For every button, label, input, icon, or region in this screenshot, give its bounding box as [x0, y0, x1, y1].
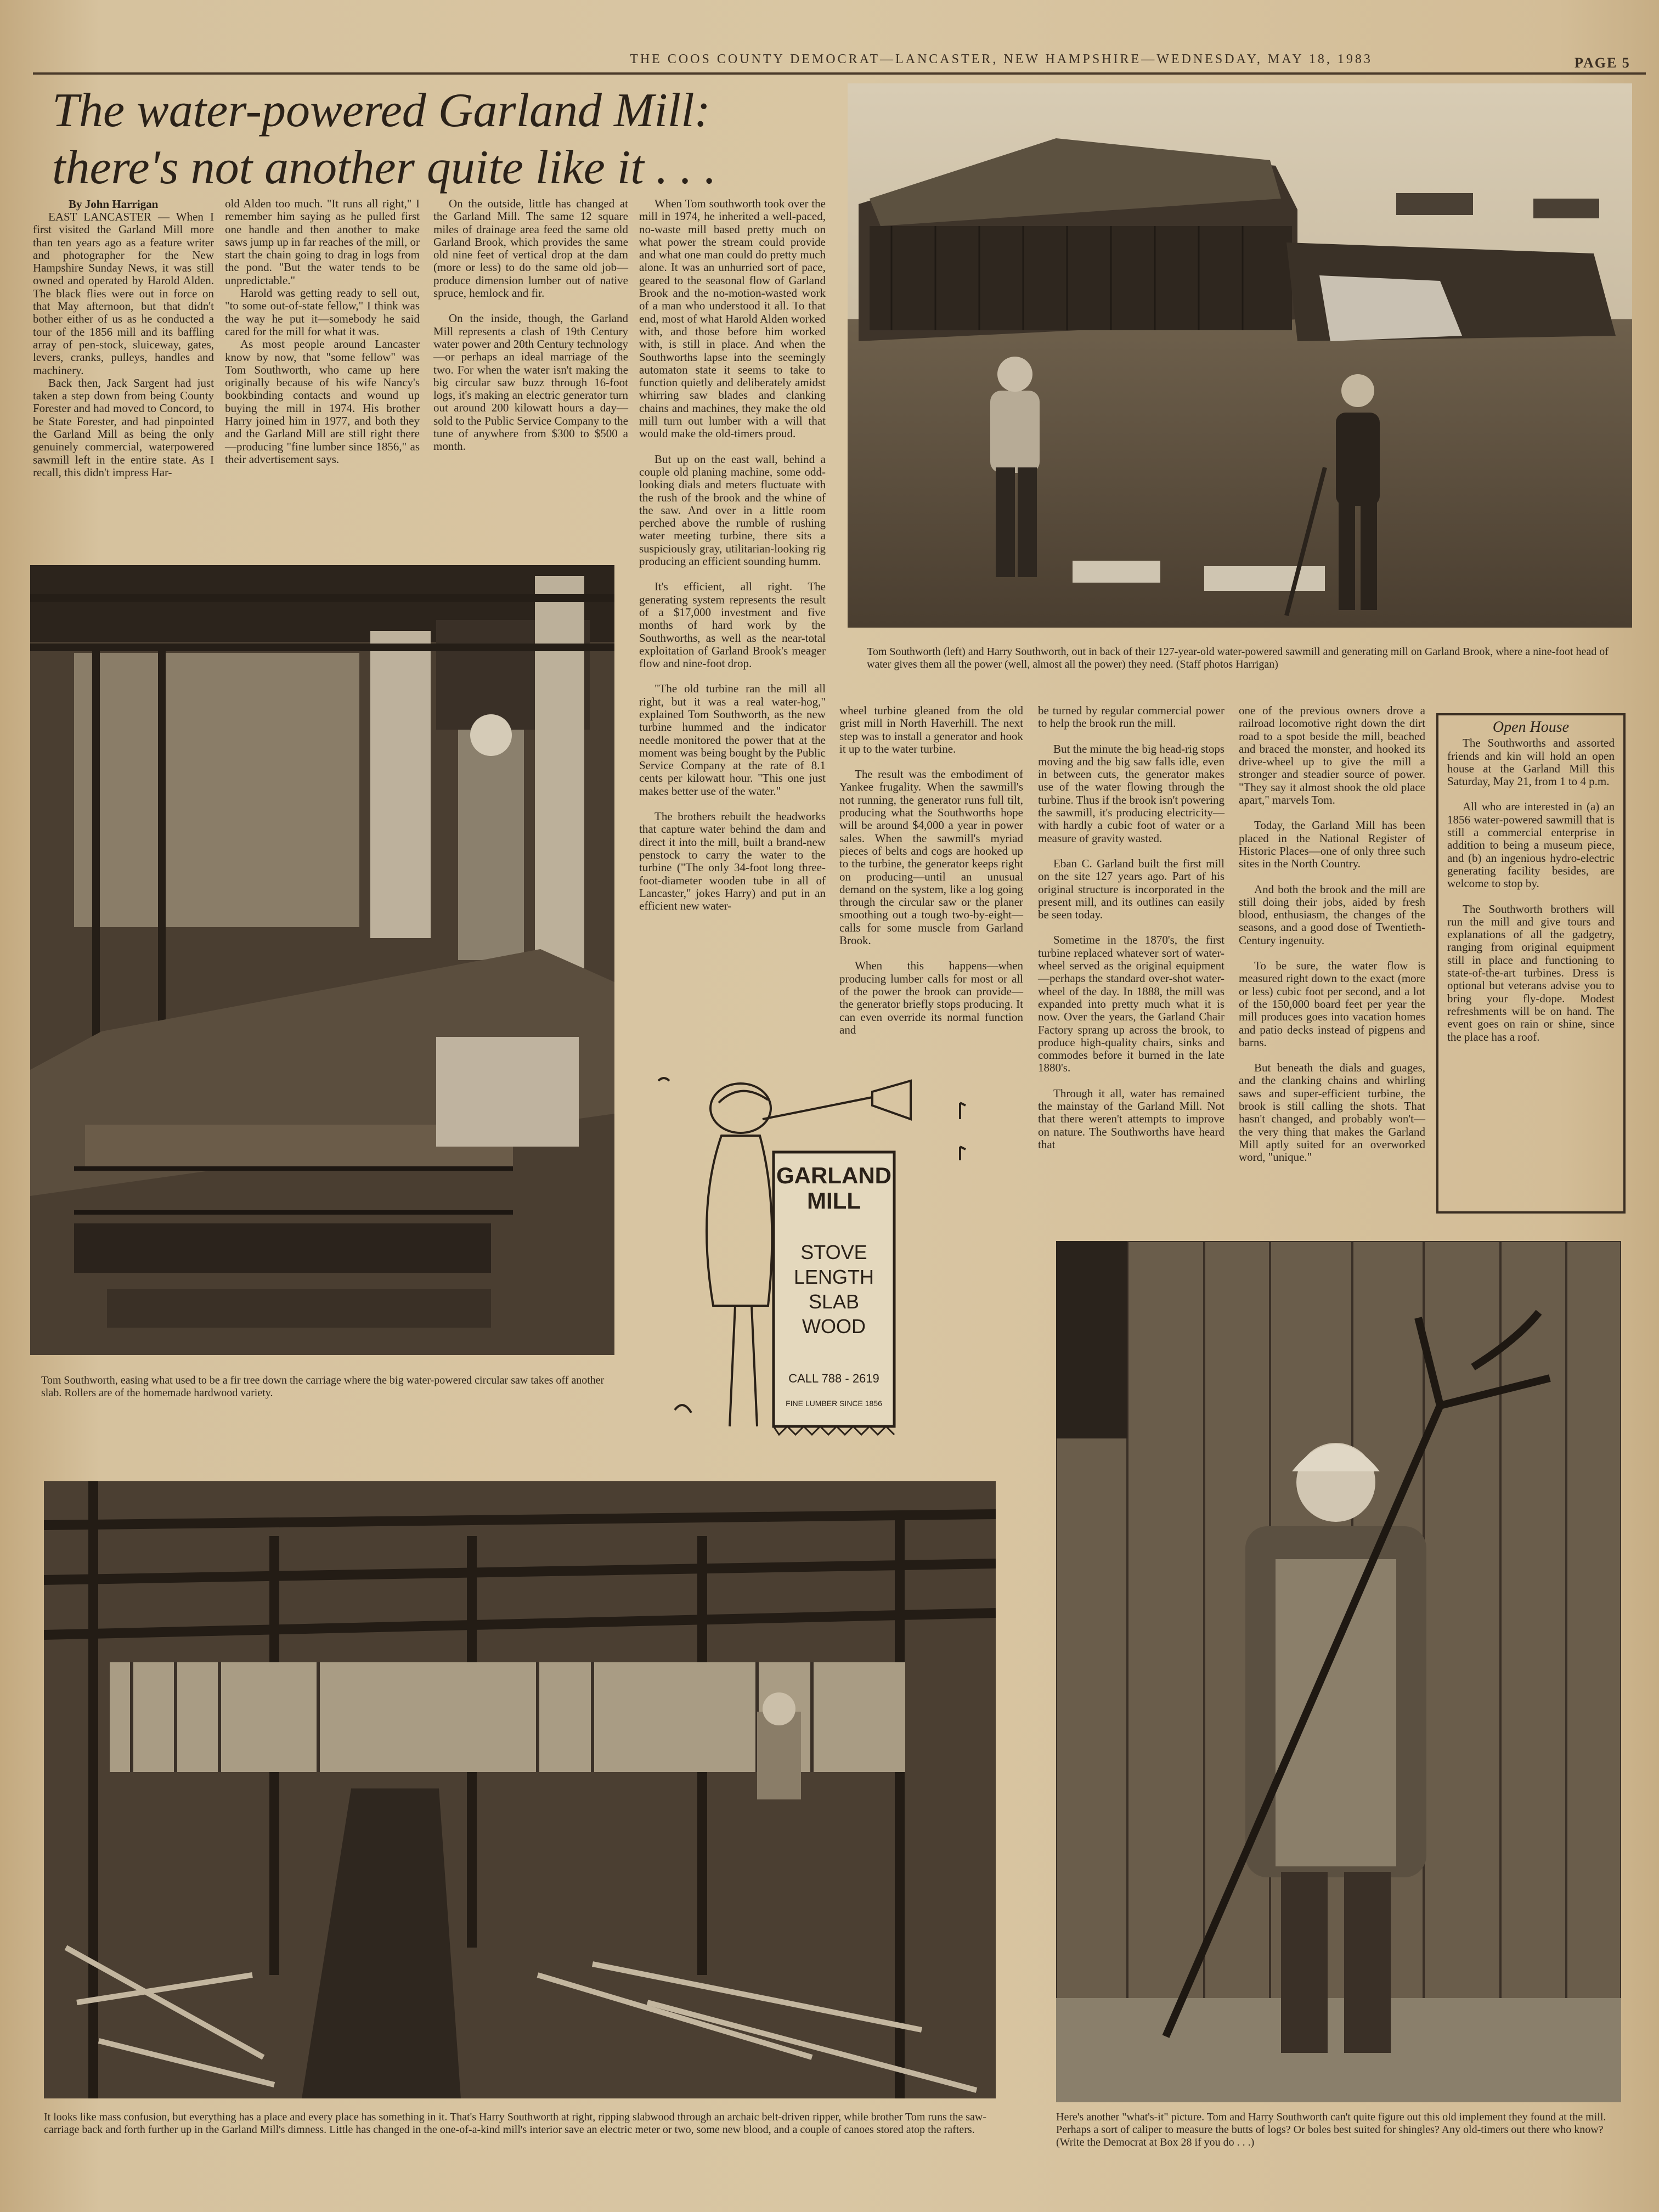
- paragraph: "The old turbine ran the mill all right, but it was a real water-hog," explained Tom Southworth, as the new turbine hummed and the indicator needle monitored the power that at the moment was being bought by the Public Service Company at the rate of 8.1 cents per kilowatt hour. "This one just makes better use of the water.": [639, 682, 826, 798]
- ad-product-line: LENGTH: [793, 1266, 874, 1288]
- caption-middle-left-photo: Tom Southworth, easing what used to be a fir tree down the carriage where the big water-powered circular saw takes off another slab. Rollers are of the homemade hardwood variety.: [41, 1374, 605, 1399]
- photo-old-implement: [1056, 1241, 1621, 2102]
- paragraph: Today, the Garland Mill has been placed in the National Register of Historic Places—one of only three such sites in the North Country.: [1239, 819, 1425, 871]
- paragraph: But up on the east wall, behind a couple old planing machine, some odd-looking dials and meters fluctuate with the rush of the brook and the whine of the saw. And over in a little room perched above the rumble of rushing water meeting turbine, there sits a suspiciously gray, utilitarian-looking rig producing an efficient sounding humm.: [639, 452, 826, 568]
- photo-image: [30, 565, 614, 1355]
- page-number: PAGE 5: [1575, 55, 1630, 71]
- ad-title-line-1: GARLAND: [776, 1163, 891, 1188]
- paragraph: be turned by regular commercial power to help the brook run the mill.: [1038, 704, 1224, 730]
- paragraph: The Southworths and assorted friends and kin will hold an open house at the Garland Mill this Saturday, May 21, from 1 to 4 p.m.: [1447, 736, 1615, 788]
- caption-top-right-photo: Tom Southworth (left) and Harry Southworth, out in back of their 127-year-old water-powered sawmill and generating mill on Garland Brook, where a nine-foot head of water gives them all the power (well, almost all the power) they need. (Staff photos Harrigan): [867, 646, 1609, 670]
- photo-mill-interior: [44, 1481, 996, 2098]
- paragraph: wheel turbine gleaned from the old grist mill in North Haverhill. The next step was to install a generator and hook it up to the water turbine.: [839, 704, 1023, 755]
- paragraph: When this happens—when producing lumber calls for most or all of the power the brook can provide—the generator briefly stops producing. It can even override its normal function and: [839, 959, 1023, 1036]
- article-column-3: [433, 198, 628, 453]
- paragraph: Harold was getting ready to sell out, "to some out-of-state fellow," I think was the way he put it—somebody he said cared for the mill for what it was.: [225, 286, 420, 338]
- article-column-6: [1038, 704, 1224, 1151]
- ad-product-line: STOVE: [800, 1241, 867, 1263]
- article-column-5: [839, 704, 1023, 1036]
- open-house-box: [1436, 713, 1626, 1214]
- photo-image: [1056, 1241, 1621, 2102]
- masthead: THE COOS COUNTY DEMOCRAT—LANCASTER, NEW HAMPSHIRE—WEDNESDAY, MAY 18, 1983: [630, 52, 1373, 66]
- paragraph: Eban C. Garland built the first mill on the site 127 years ago. Part of his original structure is incorporated in the present mill, and its outlines can easily be seen today.: [1038, 856, 1224, 922]
- paragraph: The brothers rebuilt the headworks that capture water behind the dam and direct it into the mill, built a brand-new penstock to carry the water to the turbine ("The only 34-foot long three-foot-diameter wooden tube in all of Lancaster," jokes Harry) and put in an efficient new water-: [639, 810, 826, 913]
- ad-product-line: SLAB: [808, 1290, 860, 1313]
- photo-brothers-outside-mill: [848, 83, 1632, 628]
- paragraph: The Southworth brothers will run the mill and give tours and explanations of all the gadgetry, ranging from original equipment still in place and functioning to state-of-the-art turbines. Dress is optional but veterans advise you to bring your fly-dope. Modest refreshments will be on hand. The event goes on rain or shine, since the place has a roof.: [1447, 902, 1615, 1043]
- open-house-title: Open House: [1492, 719, 1570, 736]
- paragraph: EAST LANCASTER — When I first visited the Garland Mill more than ten years ago as a feature writer and photographer for the New Hampshire Sunday News, it was still owned and operated by Harold Alden. The black flies were out in force on that May afternoon, but that didn't bother either of us as he conducted a tour of the 1856 mill and its baffling array of pen-stock, sluiceway, gates, levers, cranks, pulleys, handles and machinery.: [33, 210, 214, 377]
- caption-bottom-right-photo: Here's another "what's-it" picture. Tom and Harry Southworth can't quite figure out this old implement they found at the mill. Perhaps a sort of caliper to measure the butts of logs? Or boles best suited for shingles? Any old-timers out there who know? (Write the Democrat at Box 28 if you do . . .): [1056, 2111, 1606, 2148]
- paragraph: On the inside, though, the Garland Mill represents a clash of 19th Century water power and 20th Century technology—or perhaps an ideal marriage of the two. For when the water isn't making the big circular saw buzz through 16-foot logs, it's making an electric generator turn out around 200 kilowatt hours a day—sold to the Public Service Company to the tune of anywhere from $300 to $500 a month.: [433, 312, 628, 453]
- paragraph: But beneath the dials and guages, and the clanking chains and whirling saws and super-efficient turbine, the brook is still calling the shots. That hasn't changed, and probably won't—the very thing that makes the Garland Mill aptly suited for an overworked word, "unique.": [1239, 1061, 1425, 1164]
- paragraph: On the outside, little has changed at the Garland Mill. The same 12 square miles of drainage area feed the same old Garland Brook, which provides the same old nine feet of vertical drop at the dam (more or less) to do the same old job—produce dimension lumber out of native spruce, hemlock and fir.: [433, 197, 628, 300]
- byline: By John Harrigan: [69, 198, 159, 211]
- paragraph: To be sure, the water flow is measured right down to the exact (more or less) cubic foot per second, and a lot of the 150,000 board feet per year the mill produces goes into vacation homes and patio decks instead of pigpens and barns.: [1239, 959, 1425, 1049]
- headline-line-1: The water-powered Garland Mill:: [52, 84, 710, 137]
- paragraph: It's efficient, all right. The generating system represents the result of a $17,000 investment and five months of hard work by the Southworths, as well as the near-total exploitation of Garland Brook's meager flow and nine-foot drop.: [639, 580, 826, 670]
- garland-mill-ad: [653, 1070, 1004, 1470]
- ad-product: [774, 1240, 894, 1339]
- paragraph: Back then, Jack Sargent had just taken a step down from being County Forester and had moved to Concord, to be State Forester, and had pinpointed the Garland Mill as being the only genuinely commercial, waterpowered sawmill left in the entire state. As I recall, this didn't impress Har-: [33, 376, 214, 479]
- headline: [52, 82, 853, 196]
- paragraph: And both the brook and the mill are still doing their jobs, aided by fresh blood, enthusiasm, the changes of the seasons, and a good dose of Twentieth-Century ingenuity.: [1239, 882, 1425, 947]
- ad-title: [774, 1163, 894, 1214]
- caption-bottom-left-photo: It looks like mass confusion, but everything has a place and every place has something in it. That's Harry Southworth at right, ripping slabwood through an archaic belt-driven ripper, while brother Tom runs the saw-carriage back and forth further up in the Garland Mill's dimness. Little has changed in the one-of-a-kind mill's interior save an electric meter or two, some new blood, and a couple of canoes stored atop the rafters.: [44, 2111, 987, 2136]
- ad-title-line-2: MILL: [807, 1188, 861, 1214]
- paragraph: All who are interested in (a) an 1856 water-powered sawmill that is still a commercial enterprise in addition to being a museum piece, and (b) an ingenious hydro-electric generating facility besides, are welcome to stop by.: [1447, 800, 1615, 890]
- ad-product-line: WOOD: [802, 1315, 866, 1338]
- photo-saw-carriage: [30, 565, 614, 1355]
- photo-image: [848, 83, 1632, 628]
- paragraph: But the minute the big head-rig stops moving and the big saw falls idle, even in between cuts, the generator makes use of the water flowing through the turbine. Thus if the brook isn't powering the sawmill, it's producing electricity—with hardly a cubic foot of water or a measure of gravity wasted.: [1038, 742, 1224, 845]
- photo-image: [44, 1481, 996, 2098]
- paragraph: As most people around Lancaster know by now, that "some fellow" was Tom Southworth, who came up here originally because of his wife Nancy's bookbinding contacts and wound up buying the mill in 1974. His brother Harry joined him in 1977, and both they and the Garland Mill are still right there—producing "fine lumber since 1856," as their advertisement says.: [225, 337, 420, 466]
- paragraph: Sometime in the 1870's, the first turbine replaced whatever sort of water-wheel served as the original equipment—perhaps the standard over-shot water-wheel of the day. In 1888, the mill was expanded into pretty much what it is now. Over the years, the Garland Chair Factory sprang up across the brook, to produce high-quality chairs, sinks and commodes before it burned in the late 1880's.: [1038, 933, 1224, 1075]
- ad-phone: CALL 788 - 2619: [788, 1372, 879, 1385]
- article-column-2: [225, 198, 420, 466]
- headline-line-2: there's not another quite like it . . .: [52, 141, 716, 194]
- article-column-4: [639, 198, 826, 912]
- paragraph: When Tom southworth took over the mill in 1974, he inherited a well-paced, no-waste mill based pretty much on what power the stream could provide and what one man could do pretty much alone. It was an unhurried sort of pace, geared to the seasonal flow of Garland Brook and the no-motion-wasted work of a man who understood it all. To that end, most of what Harold Alden worked with, and those before him worked with, is still in place. And when the Southworths lapse into the seemingly automaton state it seems to take to function quietly and deliberately amidst whirring saw blades and clanking chains and machines, they make the old mill turn out lumber with a will that would make the old-timers proud.: [639, 197, 826, 441]
- ad-tagline: FINE LUMBER SINCE 1856: [786, 1399, 882, 1408]
- paragraph: Through it all, water has remained the mainstay of the Garland Mill. Not that there weren't attempts to improve on nature. The Southworths have heard that: [1038, 1086, 1224, 1151]
- paragraph: The result was the embodiment of Yankee frugality. When the sawmill's not running, the generator runs full tilt, producing what the Southworths hope will be around $4,000 a year in power sales. When the sawmill's myriad pieces of belts and cogs are hooked up to the turbine, the generator keeps right on producing—until an unusual demand on the system, like a log going through the circular saw or the planer smoothing out a tough two-by-eight—calls for some muscle from Garland Brook.: [839, 768, 1023, 947]
- article-column-7: [1239, 704, 1425, 1164]
- masthead-rule: [33, 72, 1646, 75]
- article-column-1: [33, 211, 214, 479]
- paragraph: old Alden too much. "It runs all right," I remember him saying as he pulled first one handle and then another to make saws jump up in far reaches of the mill, or start the chain going to drag in logs from the pond. "But the water tends to be unpredictable.": [225, 197, 420, 287]
- paragraph: one of the previous owners drove a railroad locomotive right down the dirt road to a spot beside the mill, beached and braced the monster, and hooked its drive-wheel up to give the mill a stronger and steadier source of power. "They say it almost shook the old place apart," marvels Tom.: [1239, 704, 1425, 807]
